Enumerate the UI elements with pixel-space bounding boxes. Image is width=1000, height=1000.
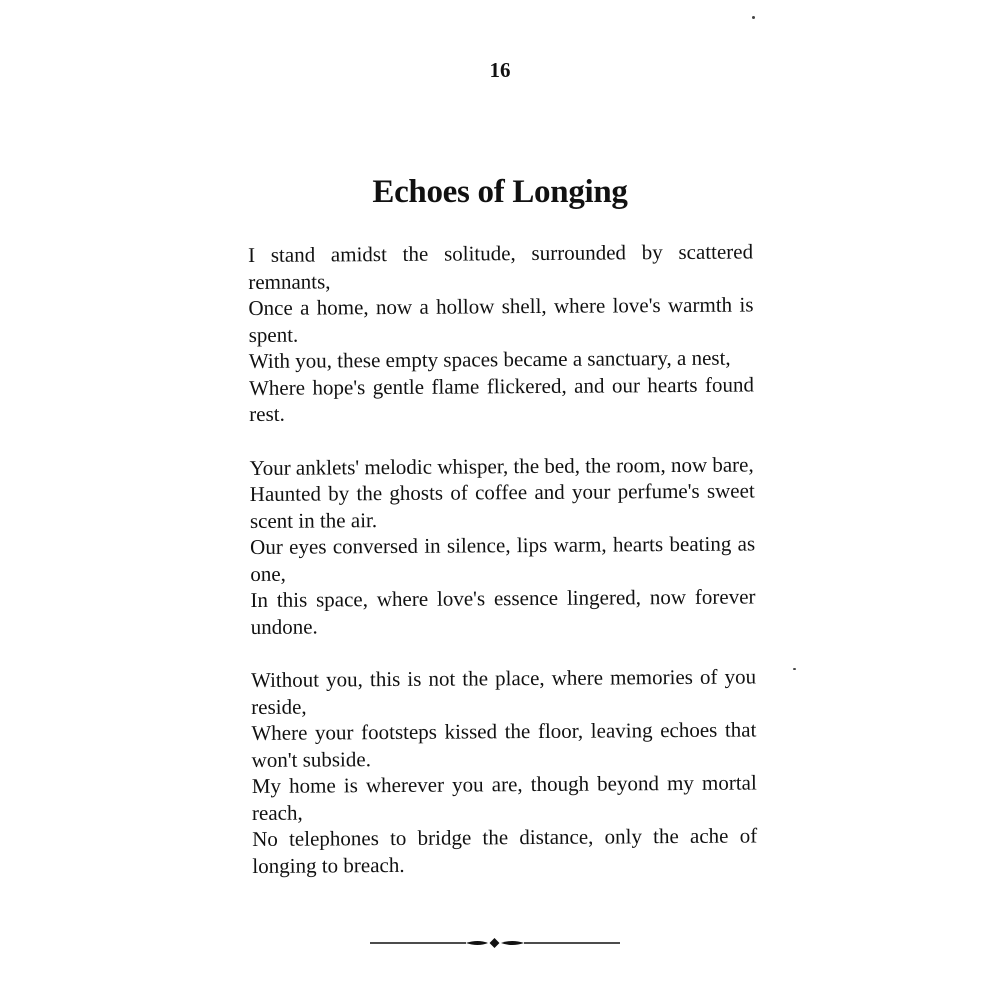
poem-title: Echoes of Longing (372, 174, 628, 210)
poem-line: Where hope's gentle flame flickered, and our hearts found rest. (248, 371, 755, 426)
poem-line: No telephones to bridge the distance, only the ache of longing to breach. (252, 823, 758, 878)
flourish-divider-icon (370, 936, 620, 950)
poem-line: Haunted by the ghosts of coffee and your perfume's sweet scent in the air. (249, 478, 755, 533)
poem-body (248, 238, 758, 906)
poem-line: I stand amidst the solitude, surrounded by scattered remnants, (248, 239, 754, 294)
stanza-1 (248, 238, 754, 427)
poem-line: Once a home, now a hollow shell, where love's warmth is spent. (248, 292, 754, 347)
page-number: 16 (489, 58, 511, 82)
poem-line: With you, these empty spaces became a sanctuary, a nest, (248, 345, 731, 373)
poem-line: In this space, where love's essence lingered, now forever undone. (250, 584, 756, 639)
poem-line: Our eyes conversed in silence, lips warm, hearts beating as one, (250, 531, 756, 586)
scan-speck (752, 16, 755, 19)
stanza-2 (249, 451, 755, 640)
poem-line: Where your footsteps kissed the floor, leaving echoes that won't subside. (251, 717, 757, 772)
stanza-3 (251, 663, 757, 879)
poem-line: My home is wherever you are, though beyond my mortal reach, (251, 770, 757, 825)
poem-line: Your anklets' melodic whisper, the bed, the room, now bare, (249, 451, 754, 480)
scan-speck (793, 668, 796, 670)
poem-line: Without you, this is not the place, where memories of you reside, (250, 664, 757, 719)
